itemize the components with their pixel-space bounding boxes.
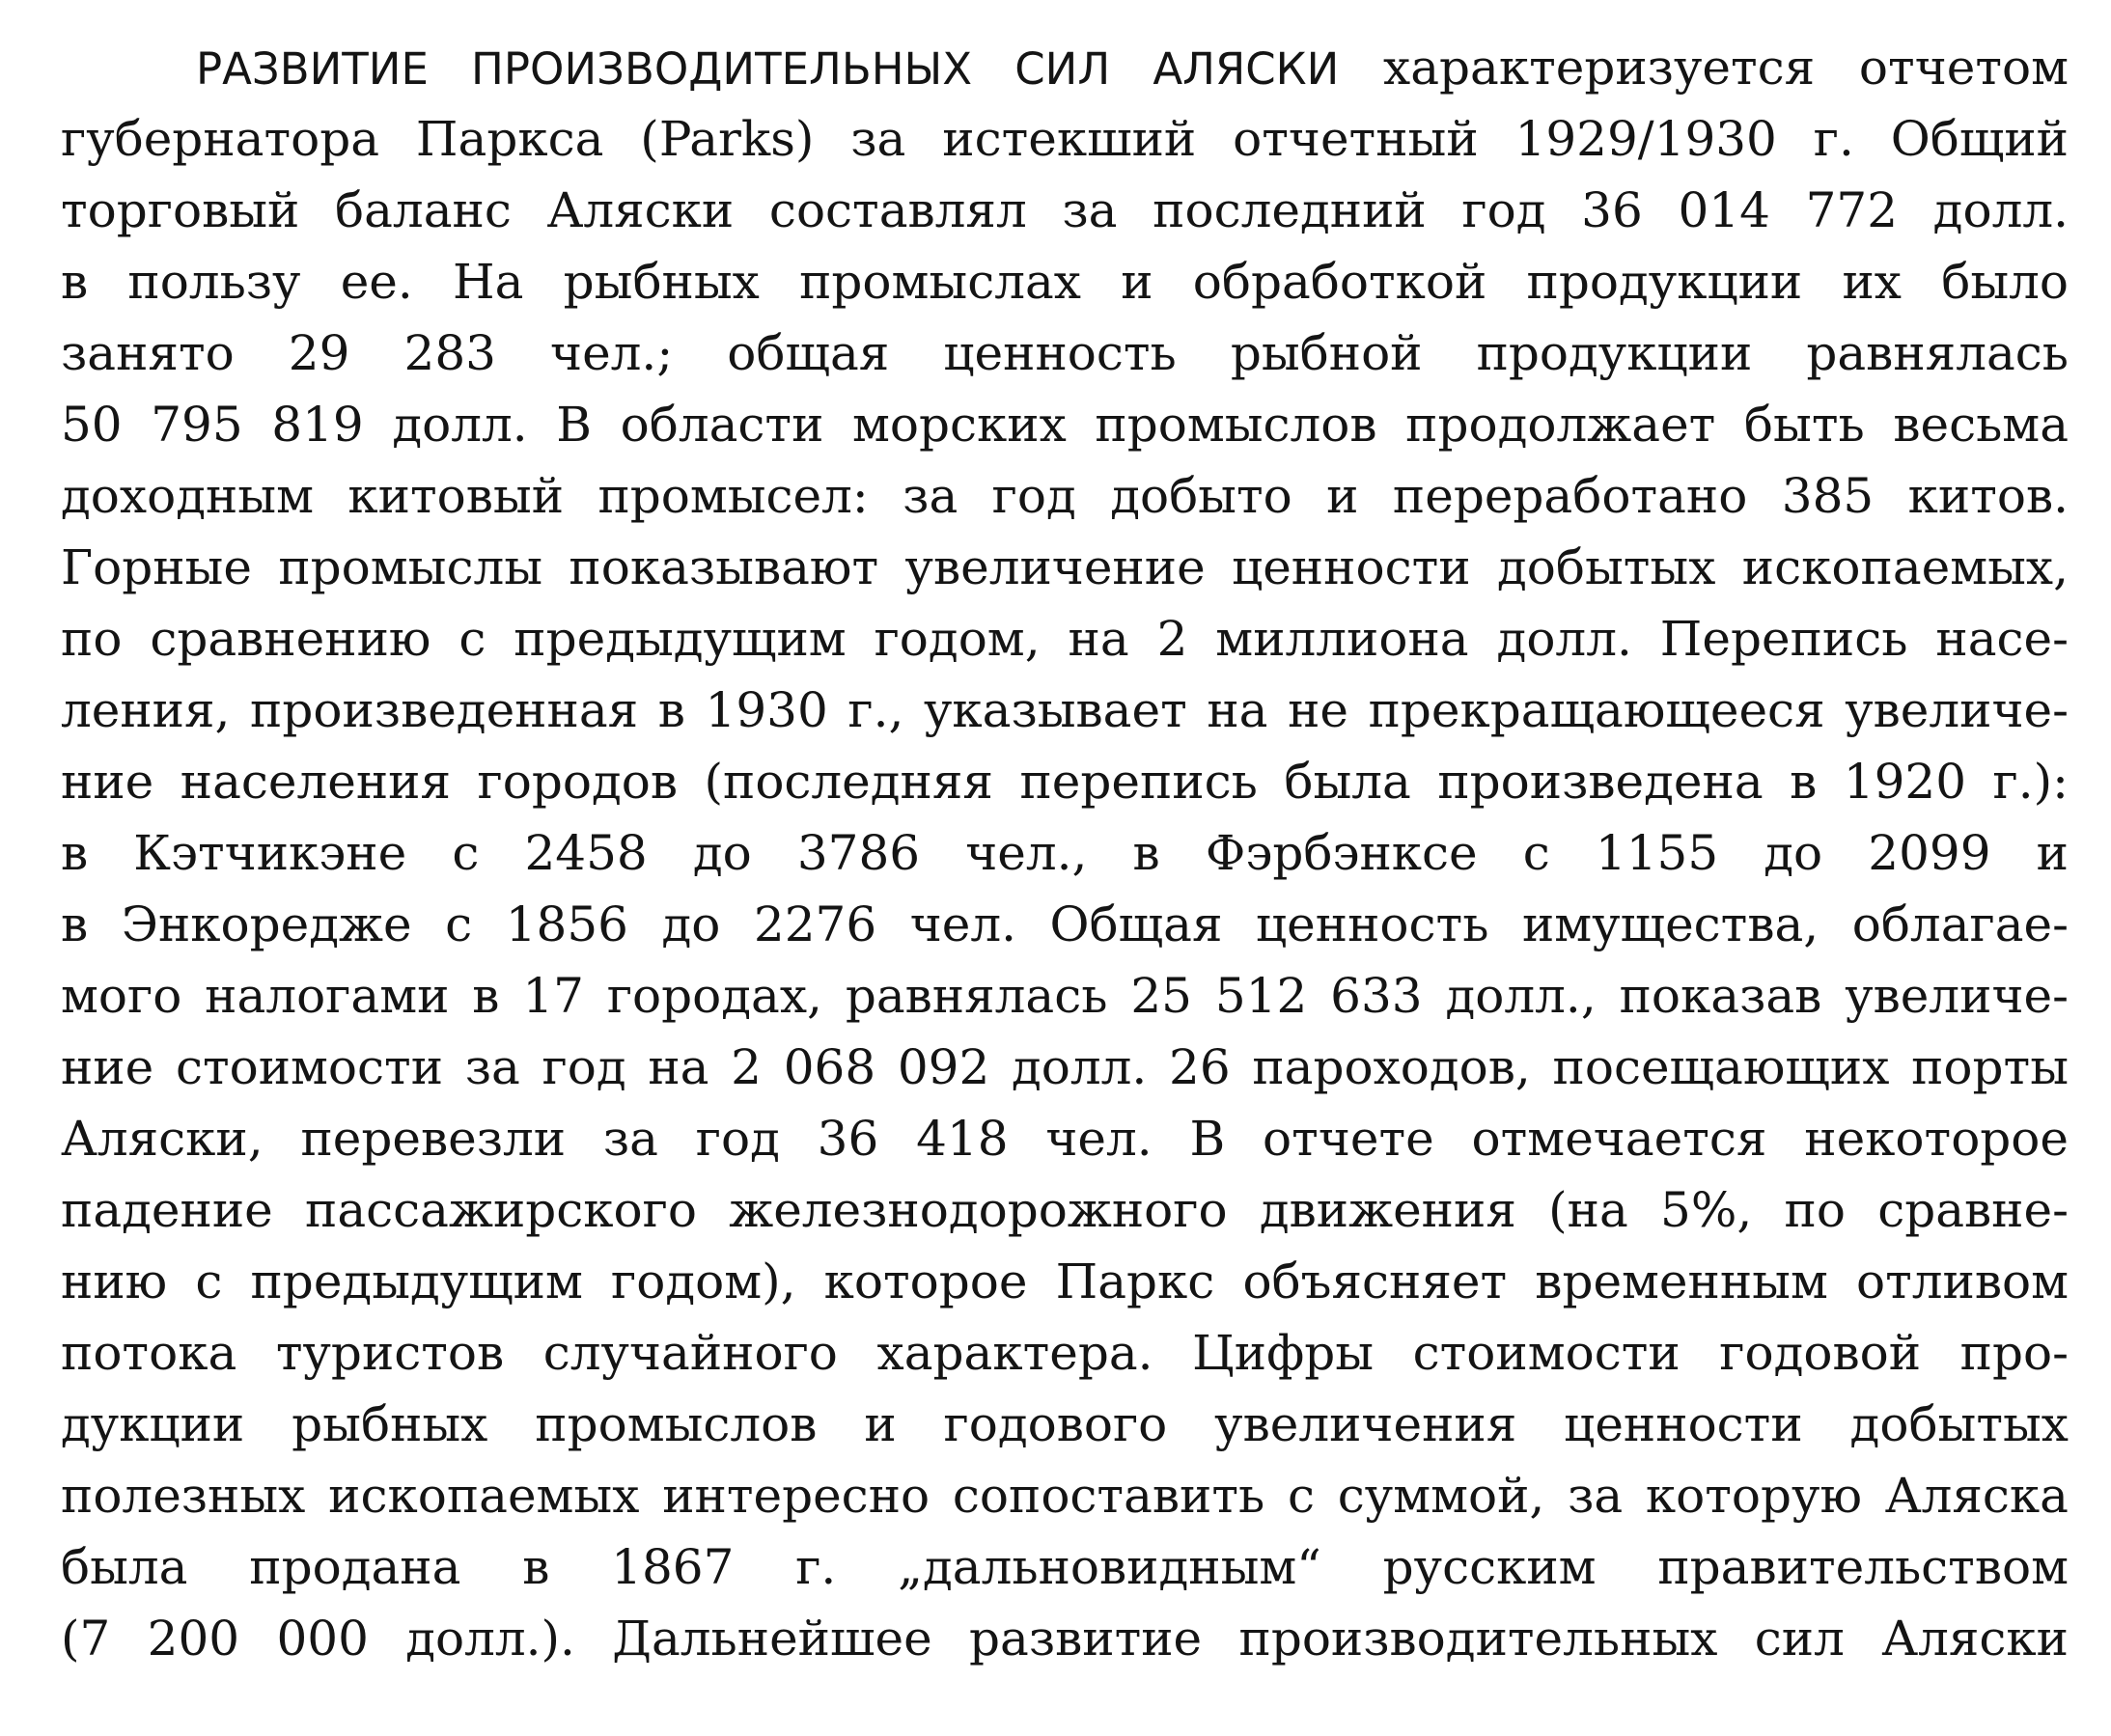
document-page bbox=[61, 0, 2069, 1736]
text-line-15: ние стоимости за год на 2 068 092 долл. 26 пароходов, посещающих порты bbox=[61, 1039, 2069, 1095]
text-line-21: полезных ископаемых интересно сопоставить с суммой, за которую Аляска bbox=[61, 1468, 2069, 1524]
text-line-8: Горные промыслы показывают увеличение ценности добытых ископаемых, bbox=[61, 539, 2069, 595]
text-line-16: Аляски, перевезли за год 36 418 чел. В отчете отмечается некоторое bbox=[61, 1111, 2069, 1167]
text-line-22: была продана в 1867 г. „дальновидным“ русским правительством bbox=[61, 1539, 2069, 1595]
text-line-13: в Энкоредже с 1856 до 2276 чел. Общая ценность имущества, облагае- bbox=[61, 896, 2069, 952]
text-line-7: доходным китовый промысел: за год добыто и переработано 385 китов. bbox=[61, 468, 2069, 524]
text-line-2: губернатора Паркса (Parks) за истекший отчетный 1929/1930 г. Общий bbox=[61, 111, 2069, 167]
text-line-9: по сравнению с предыдущим годом, на 2 миллиона долл. Перепись насе- bbox=[61, 611, 2069, 667]
text-line-19: потока туристов случайного характера. Цифры стоимости годовой про- bbox=[61, 1325, 2069, 1381]
text-line-12: в Кэтчикэне с 2458 до 3786 чел., в Фэрбэнксе с 1155 до 2099 и bbox=[61, 825, 2069, 881]
text-line-3: торговый баланс Аляски составлял за последний год 36 014 772 долл. bbox=[61, 182, 2069, 238]
text-line-5: занято 29 283 чел.; общая ценность рыбной продукции равнялась bbox=[61, 325, 2069, 381]
text-line-14: мого налогами в 17 городах, равнялась 25 512 633 долл., показав увеличе- bbox=[61, 968, 2069, 1024]
text-line-11: ние населения городов (последняя перепись была произведена в 1920 г.): bbox=[61, 754, 2069, 810]
text-line-6: 50 795 819 долл. В области морских промыслов продолжает быть весьма bbox=[61, 397, 2069, 453]
text-line-18: нию с предыдущим годом), которое Паркс объясняет временным отливом bbox=[61, 1254, 2069, 1309]
section-heading-run: РАЗВИТИЕ ПРОИЗВОДИТЕЛЬНЫХ СИЛ АЛЯСКИ bbox=[196, 43, 1340, 95]
text-line-1-rest: характеризуется отчетом bbox=[1339, 40, 2069, 96]
text-line-4: в пользу ее. На рыбных промыслах и обработкой продукции их было bbox=[61, 254, 2069, 310]
text-line-17: падение пассажирского железнодорожного движения (на 5%, по сравне- bbox=[61, 1182, 2069, 1238]
text-line-1 bbox=[61, 32, 2069, 103]
text-line-23: (7 200 000 долл.). Дальнейшее развитие производительных сил Аляски bbox=[61, 1611, 2069, 1667]
text-line-20: дукции рыбных промыслов и годового увеличения ценности добытых bbox=[61, 1396, 2069, 1452]
text-line-10: ления, произведенная в 1930 г., указывает на не прекращающееся увеличе- bbox=[61, 682, 2069, 738]
